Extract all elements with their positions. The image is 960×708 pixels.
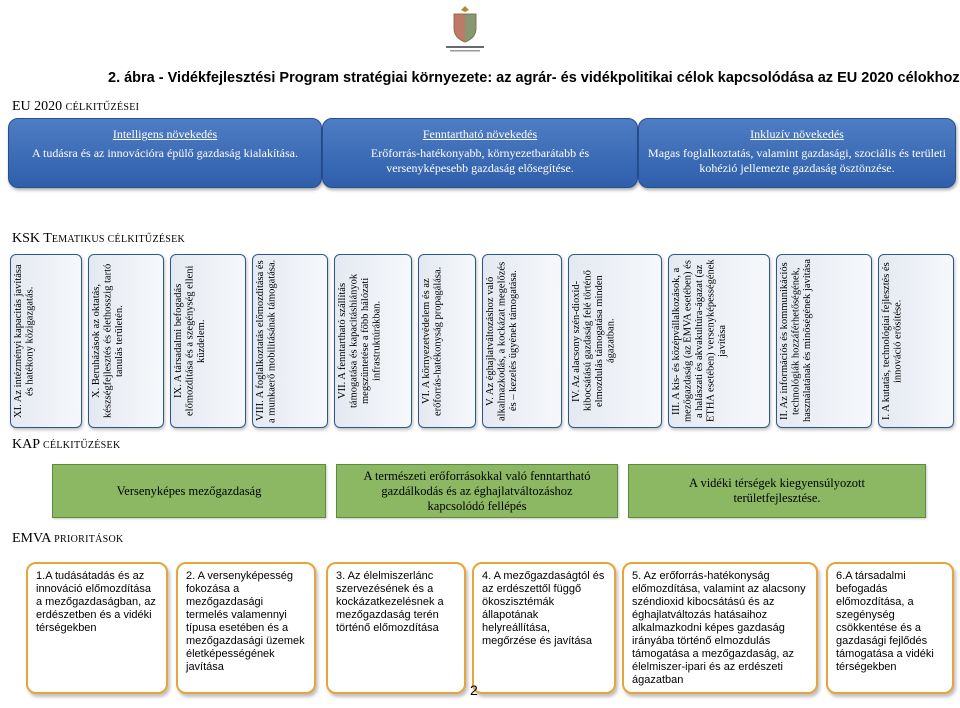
- ksk-objective-text: V. Az éghajlatváltozáshoz való alkalmazkodás, a kockázat megelőzés és – kezelés ügyének támogatása.: [485, 261, 519, 421]
- ksk-objective-text: II. Az információs és kommunikációs technológiák hozzáférhetőségének, használatának és minőségének javítása: [779, 259, 813, 423]
- emva-priority-4: [472, 562, 616, 694]
- ksk-objective-v: [482, 254, 562, 428]
- ksk-objective-text: III. A kis- és középvállalkozások, a mezőgazdaság (az EMVA esetében) és a halászati és akvakultúra-ágazat (az ETHA esetében) versenyképességének javítása: [671, 259, 728, 423]
- ksk-objective-i: [878, 254, 954, 428]
- eu-goal-description: Erőforrás-hatékonyabb, környezetbarátabb és versenyképesebb gazdaság elősegítése.: [370, 146, 590, 175]
- ksk-objective-text: I. A kutatás, technológiai fejlesztés és innováció erősítése.: [881, 262, 904, 420]
- priority-number: 5.: [632, 570, 642, 582]
- eu-goal-smart-growth: [8, 118, 322, 188]
- kap-objective-text: A vidéki térségek kiegyensúlyozott területfejlesztése.: [688, 476, 865, 505]
- priority-text: A tudásátadás és az innováció előmozdítása a mezőgazdaságban, az erdészetben és a vidéki térségekben: [36, 570, 156, 634]
- ksk-objective-text: VII. A fenntartható szállítás támogatása és kapacitáshiányok megszüntetése a főbb hálózati infrastruktúrákban.: [337, 273, 383, 409]
- section-label-main: EMVA: [12, 531, 55, 546]
- emva-section-label: [12, 530, 124, 547]
- eu-goal-description: A tudásra és az innovációra épülő gazdaság kialakítása.: [32, 146, 298, 160]
- section-label-small: PRIORITÁSOK: [54, 534, 124, 545]
- priority-text: Az élelmiszerlánc szervezésének és a kockázatkezelésnek a mezőgazdaság terén történő előmozdítása: [336, 570, 444, 634]
- eu-goal-heading: Fenntartható növekedés: [422, 127, 538, 141]
- priority-text: A mezőgazdaságtól és az erdészettől függő ökoszisztémák állapotának helyreállítása, megőrzése és javítása: [482, 570, 605, 647]
- section-label-main: KSK T: [12, 231, 52, 246]
- ksk-objective-vii: [334, 254, 412, 428]
- section-label-small: EMATIKUS CÉLKITŰZÉSEK: [51, 234, 186, 245]
- ksk-objective-viii: [252, 254, 328, 428]
- priority-text: A versenyképesség fokozása a mezőgazdasági termelés valamennyi típusa esetében és a mezőgazdasági üzemek életképességének javítása: [186, 570, 305, 673]
- eu-2020-section-label: [12, 98, 139, 115]
- ksk-objective-vi: [418, 254, 476, 428]
- ksk-section-label: [12, 230, 185, 247]
- priority-number: 2.: [186, 570, 196, 582]
- priority-text: Az erőforrás-hatékonyság előmozdítása, valamint az alacsony széndioxid kibocsátású és az éghajlatváltozás hatásaihoz alkalmazkodni képes gazdaság irányába történő elmozdulás támogatása a mezőgazdaság, az élelmiszer-ipari és az erdészeti ágazatban: [632, 570, 806, 686]
- emva-priority-1: [26, 562, 168, 694]
- kap-objective-text: Versenyképes mezőgazdaság: [116, 483, 262, 498]
- hungarian-coat-of-arms-logo: [432, 2, 498, 56]
- section-label-main: EU 2020: [12, 99, 66, 114]
- eu-goal-sustainable-growth: [322, 118, 638, 188]
- emva-priority-5: [622, 562, 818, 694]
- ksk-objective-text: IX. A társadalmi befogadás előmozdítása és a szegénység elleni küzdelem.: [173, 265, 207, 417]
- eu-goal-heading: Inkluzív növekedés: [750, 127, 844, 141]
- emva-priority-6: [826, 562, 954, 694]
- kap-objective-text: A természeti erőforrásokkal való fenntartható gazdálkodás és az éghajlatváltozáshoz kapcsolódó fellépés: [363, 468, 591, 513]
- ksk-objective-text: VI. A környezetvédelem és az erőforrás-hatékonyság propagálása.: [421, 266, 444, 416]
- ksk-objective-x: [88, 254, 164, 428]
- ksk-objective-ix: [170, 254, 246, 428]
- section-label-small: CÉLKITŰZÉSEI: [65, 102, 140, 113]
- priority-number: 4.: [482, 570, 492, 582]
- ksk-objective-text: IV. Az alacsony szén-dioxid-kibocsátású gazdaság felé történő elmozdulás támogatása minden ágazatban.: [571, 270, 617, 412]
- ksk-objective-text: XI. Az intézményi kapacitás javítása és hatékony közigazgatás.: [13, 264, 36, 418]
- eu-goal-inclusive-growth: [638, 118, 956, 188]
- emva-priority-3: [326, 562, 466, 694]
- priority-text: A társadalmi befogadás előmozdítása, a szegénység csökkentése és a gazdasági fejlődés támogatása a vidéki térségekben: [836, 570, 934, 673]
- priority-number: 6.: [836, 570, 846, 582]
- section-label-main: KAP: [12, 437, 43, 452]
- kap-section-label: [12, 436, 120, 453]
- section-label-small: CÉLKITŰZÉSEK: [43, 440, 121, 451]
- ksk-objective-iv: [568, 254, 662, 428]
- figure-title: 2. ábra - Vidékfejlesztési Program stratégiai környezete: az agrár- és vidékpolitikai célok kapcsolódása az EU 2020 célokhoz: [108, 70, 960, 86]
- kap-objective-competitive-agriculture: [52, 464, 326, 518]
- page-number: 2: [470, 682, 478, 698]
- priority-number: 1.: [36, 570, 46, 582]
- priority-number: 3.: [336, 570, 346, 582]
- ksk-objective-xi: [10, 254, 82, 428]
- ksk-objective-ii: [776, 254, 872, 428]
- eu-goal-description: Magas foglalkoztatás, valamint gazdasági, szociális és területi kohézió jellemezte gazdaság ösztönzése.: [648, 146, 946, 175]
- ksk-objective-text: VIII. A foglalkoztatás előmozdítása és a munkaerő mobilitásának támogatása.: [255, 259, 278, 423]
- eu-goal-heading: Intelligens növekedés: [112, 127, 218, 141]
- ksk-objective-text: X. Beruházások az oktatás, készségfejlesztés és élethosszig tartó tanulás területén.: [91, 263, 125, 419]
- emva-priority-2: [176, 562, 316, 694]
- kap-objective-sustainable-resources: [336, 464, 618, 518]
- ksk-objective-iii: [668, 254, 770, 428]
- kap-objective-rural-development: [628, 464, 926, 518]
